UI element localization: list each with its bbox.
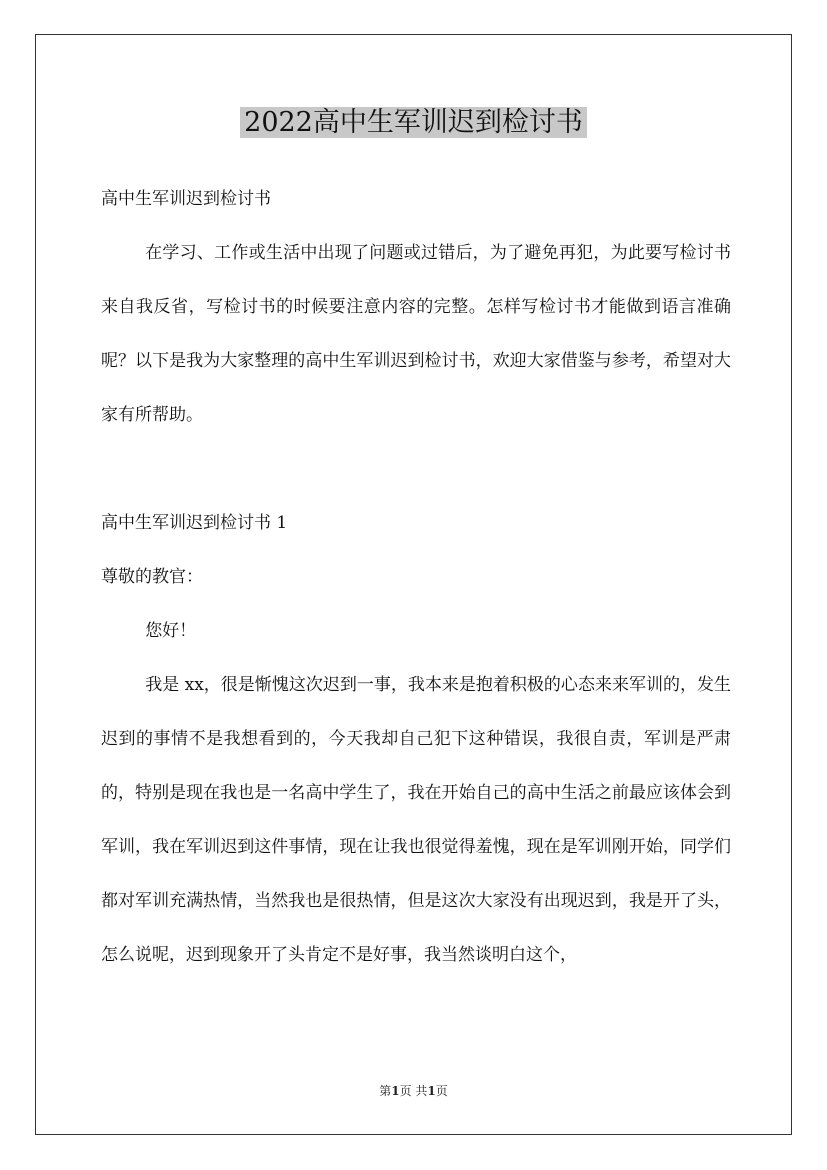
- document-title-text: 2022高中生军训迟到检讨书: [240, 107, 587, 138]
- document-body: [101, 172, 731, 982]
- document-title: [0, 100, 827, 146]
- intro-paragraph: 在学习、工作或生活中出现了问题或过错后，为了避免再犯，为此要写检讨书来自我反省，写检讨书的时候要注意内容的完整。怎样写检讨书才能做到语言准确呢？以下是我为大家整理的高中生军训迟到检讨书，欢迎大家借鉴与参考，希望对大家有所帮助。: [101, 243, 731, 425]
- page-mid: 页 共: [399, 1084, 428, 1098]
- paragraph-gap: [101, 442, 731, 496]
- page-suffix: 页: [435, 1084, 448, 1098]
- page-footer: [0, 1082, 827, 1099]
- salutation: 尊敬的教官：: [101, 567, 203, 587]
- section-title: 高中生军训迟到检讨书 1: [101, 513, 288, 533]
- document-subtitle: 高中生军训迟到检讨书: [101, 189, 271, 209]
- page-total: 1: [427, 1084, 436, 1098]
- page-current: 1: [391, 1084, 400, 1098]
- body-paragraph: 我是 xx，很是惭愧这次迟到一事，我本来是抱着积极的心态来来军训的，发生迟到的事情不是我想看到的，今天我却自己犯下这种错误，我很自责，军训是严肃的，特别是现在我也是一名高中学生了，我在开始自己的高中生活之前最应该体会到军训，我在军训迟到这件事情，现在让我也很觉得羞愧，现在是军训刚开始，同学们都对军训充满热情，当然我也是很热情，但是这次大家没有出现迟到，我是开了头，怎么说呢，迟到现象开了头肯定不是好事，我当然谈明白这个，: [101, 675, 731, 965]
- greeting: 您好！: [145, 621, 197, 641]
- page-prefix: 第: [379, 1084, 392, 1098]
